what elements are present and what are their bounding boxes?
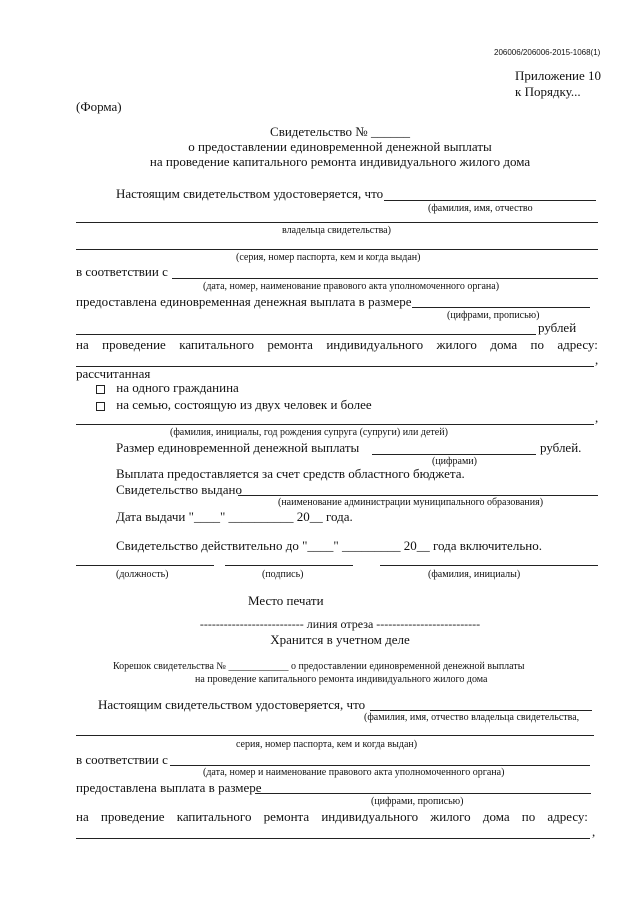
kept-in-file: Хранится в учетном деле — [270, 632, 410, 647]
accordance-hint: (дата, номер, наименование правового акта уполномоченного органа) — [203, 281, 500, 292]
form-label: (Форма) — [76, 99, 122, 114]
stub-purpose-word: адресу: — [547, 809, 588, 824]
option-single-checkbox[interactable] — [96, 385, 105, 394]
stub-payment-label: предоставлена выплата в размере — [76, 780, 262, 795]
accordance-label: в соответствии с — [76, 264, 168, 279]
passport-line — [76, 249, 598, 250]
option-family-label: на семью, состоящую из двух человек и более — [116, 397, 372, 412]
signature-hint: (подпись) — [262, 569, 304, 580]
valid-until: Свидетельство действительно до "____" _________ 20__ года включительно. — [116, 538, 542, 553]
name-hint: (фамилия, инициалы) — [428, 569, 521, 580]
stub-purpose-word: индивидуального — [321, 809, 419, 824]
stub-certify-intro: Настоящим свидетельством удостоверяется, что — [98, 697, 366, 712]
appendix-reference: к Порядку... — [515, 84, 581, 99]
owner-name-hint-2: владельца свидетельства) — [282, 225, 391, 236]
payment-amount-line — [412, 307, 590, 308]
certify-intro: Настоящим свидетельством удостоверяется, что — [116, 186, 384, 201]
purpose-word: проведение — [102, 337, 166, 352]
cut-line: -------------------------- линия отреза -------------------------- — [199, 617, 481, 631]
stub-title: Корешок свидетельства № ____________ о предоставлении единовременной денежной выплаты — [113, 661, 525, 672]
purpose-word: дома — [490, 337, 518, 352]
document-code: 206006/206006-2015-1068(1) — [494, 48, 601, 57]
name-line — [380, 565, 598, 566]
stub-payment-line — [255, 793, 591, 794]
address-comma: , — [595, 352, 599, 367]
owner-name-hint: (фамилия, имя, отчество — [428, 203, 533, 214]
stub-owner-line-2 — [76, 735, 594, 736]
issue-date: Дата выдачи "____" __________ 20__ года. — [116, 509, 353, 524]
stub-accordance-hint: (дата, номер и наименование правового акта уполномоченного органа) — [203, 767, 505, 778]
stub-address-line — [76, 838, 590, 839]
purpose-word: по — [530, 337, 544, 352]
option-family[interactable] — [96, 397, 372, 413]
accordance-line — [172, 278, 598, 279]
stub-purpose-word: жилого — [430, 809, 471, 824]
stub-purpose-word: проведение — [100, 809, 165, 824]
stub-passport-hint: серия, номер паспорта, кем и когда выдан) — [236, 739, 418, 750]
seal-place: Место печати — [248, 593, 324, 608]
purpose-word: адресу: — [557, 337, 598, 352]
payment-rubles: рублей — [538, 320, 577, 335]
purpose-word: капитального — [179, 337, 254, 352]
issued-by-hint: (наименование администрации муниципального образования) — [278, 497, 544, 508]
option-family-checkbox[interactable] — [96, 402, 105, 411]
owner-name-line — [384, 200, 596, 201]
payment-hint: (цифрами, прописью) — [447, 310, 540, 321]
purpose-word: на — [76, 337, 89, 352]
payment-label: предоставлена единовременная денежная выплата в размере — [76, 294, 412, 309]
stub-purpose-word: дома — [482, 809, 510, 824]
stub-subtitle: на проведение капитального ремонта индивидуального жилого дома — [195, 674, 488, 685]
certificate-title: Свидетельство № ______ — [270, 124, 410, 139]
address-line — [76, 366, 594, 367]
family-comma: , — [595, 410, 599, 425]
purpose-word: ремонта — [267, 337, 313, 352]
amount-line — [372, 454, 536, 455]
option-single-label: на одного гражданина — [116, 380, 239, 395]
family-members-line — [76, 424, 594, 425]
option-single[interactable] — [96, 380, 239, 396]
stub-purpose-word: ремонта — [263, 809, 310, 824]
stub-owner-hint: (фамилия, имя, отчество владельца свидетельства, — [364, 712, 580, 723]
purpose-line — [76, 337, 598, 353]
certificate-subtitle-2: на проведение капитального ремонта индивидуального жилого дома — [149, 154, 531, 169]
stub-purpose-word: на — [76, 809, 89, 824]
signature-line — [225, 565, 353, 566]
stub-purpose-word: по — [521, 809, 536, 824]
owner-name-line-2 — [76, 222, 598, 223]
stub-accordance-line — [170, 765, 590, 766]
payment-words-line — [76, 334, 536, 335]
certificate-subtitle-1: о предоставлении единовременной денежной выплаты — [188, 139, 492, 154]
stub-purpose-line — [76, 809, 588, 825]
appendix-number: Приложение 10 — [515, 68, 602, 83]
issued-by-line — [238, 495, 598, 496]
calculated-label: рассчитанная — [76, 366, 151, 381]
issued-by-label: Свидетельство выдано — [116, 482, 242, 497]
amount-hint: (цифрами) — [432, 456, 477, 467]
passport-hint: (серия, номер паспорта, кем и когда выдан) — [236, 252, 421, 263]
family-members-hint: (фамилия, инициалы, год рождения супруга (супруги) или детей) — [170, 427, 448, 438]
stub-payment-hint: (цифрами, прописью) — [371, 796, 464, 807]
stub-owner-line — [370, 710, 592, 711]
stub-accordance-label: в соответствии с — [76, 752, 168, 767]
stub-address-comma: , — [592, 824, 596, 839]
purpose-word: индивидуального — [326, 337, 424, 352]
purpose-word: жилого — [436, 337, 477, 352]
position-line — [76, 565, 214, 566]
amount-label: Размер единовременной денежной выплаты — [116, 440, 360, 455]
amount-rubles: рублей. — [540, 440, 582, 455]
budget-text: Выплата предоставляется за счет средств областного бюджета. — [116, 466, 465, 481]
stub-purpose-word: капитального — [176, 809, 252, 824]
position-hint: (должность) — [116, 569, 169, 580]
